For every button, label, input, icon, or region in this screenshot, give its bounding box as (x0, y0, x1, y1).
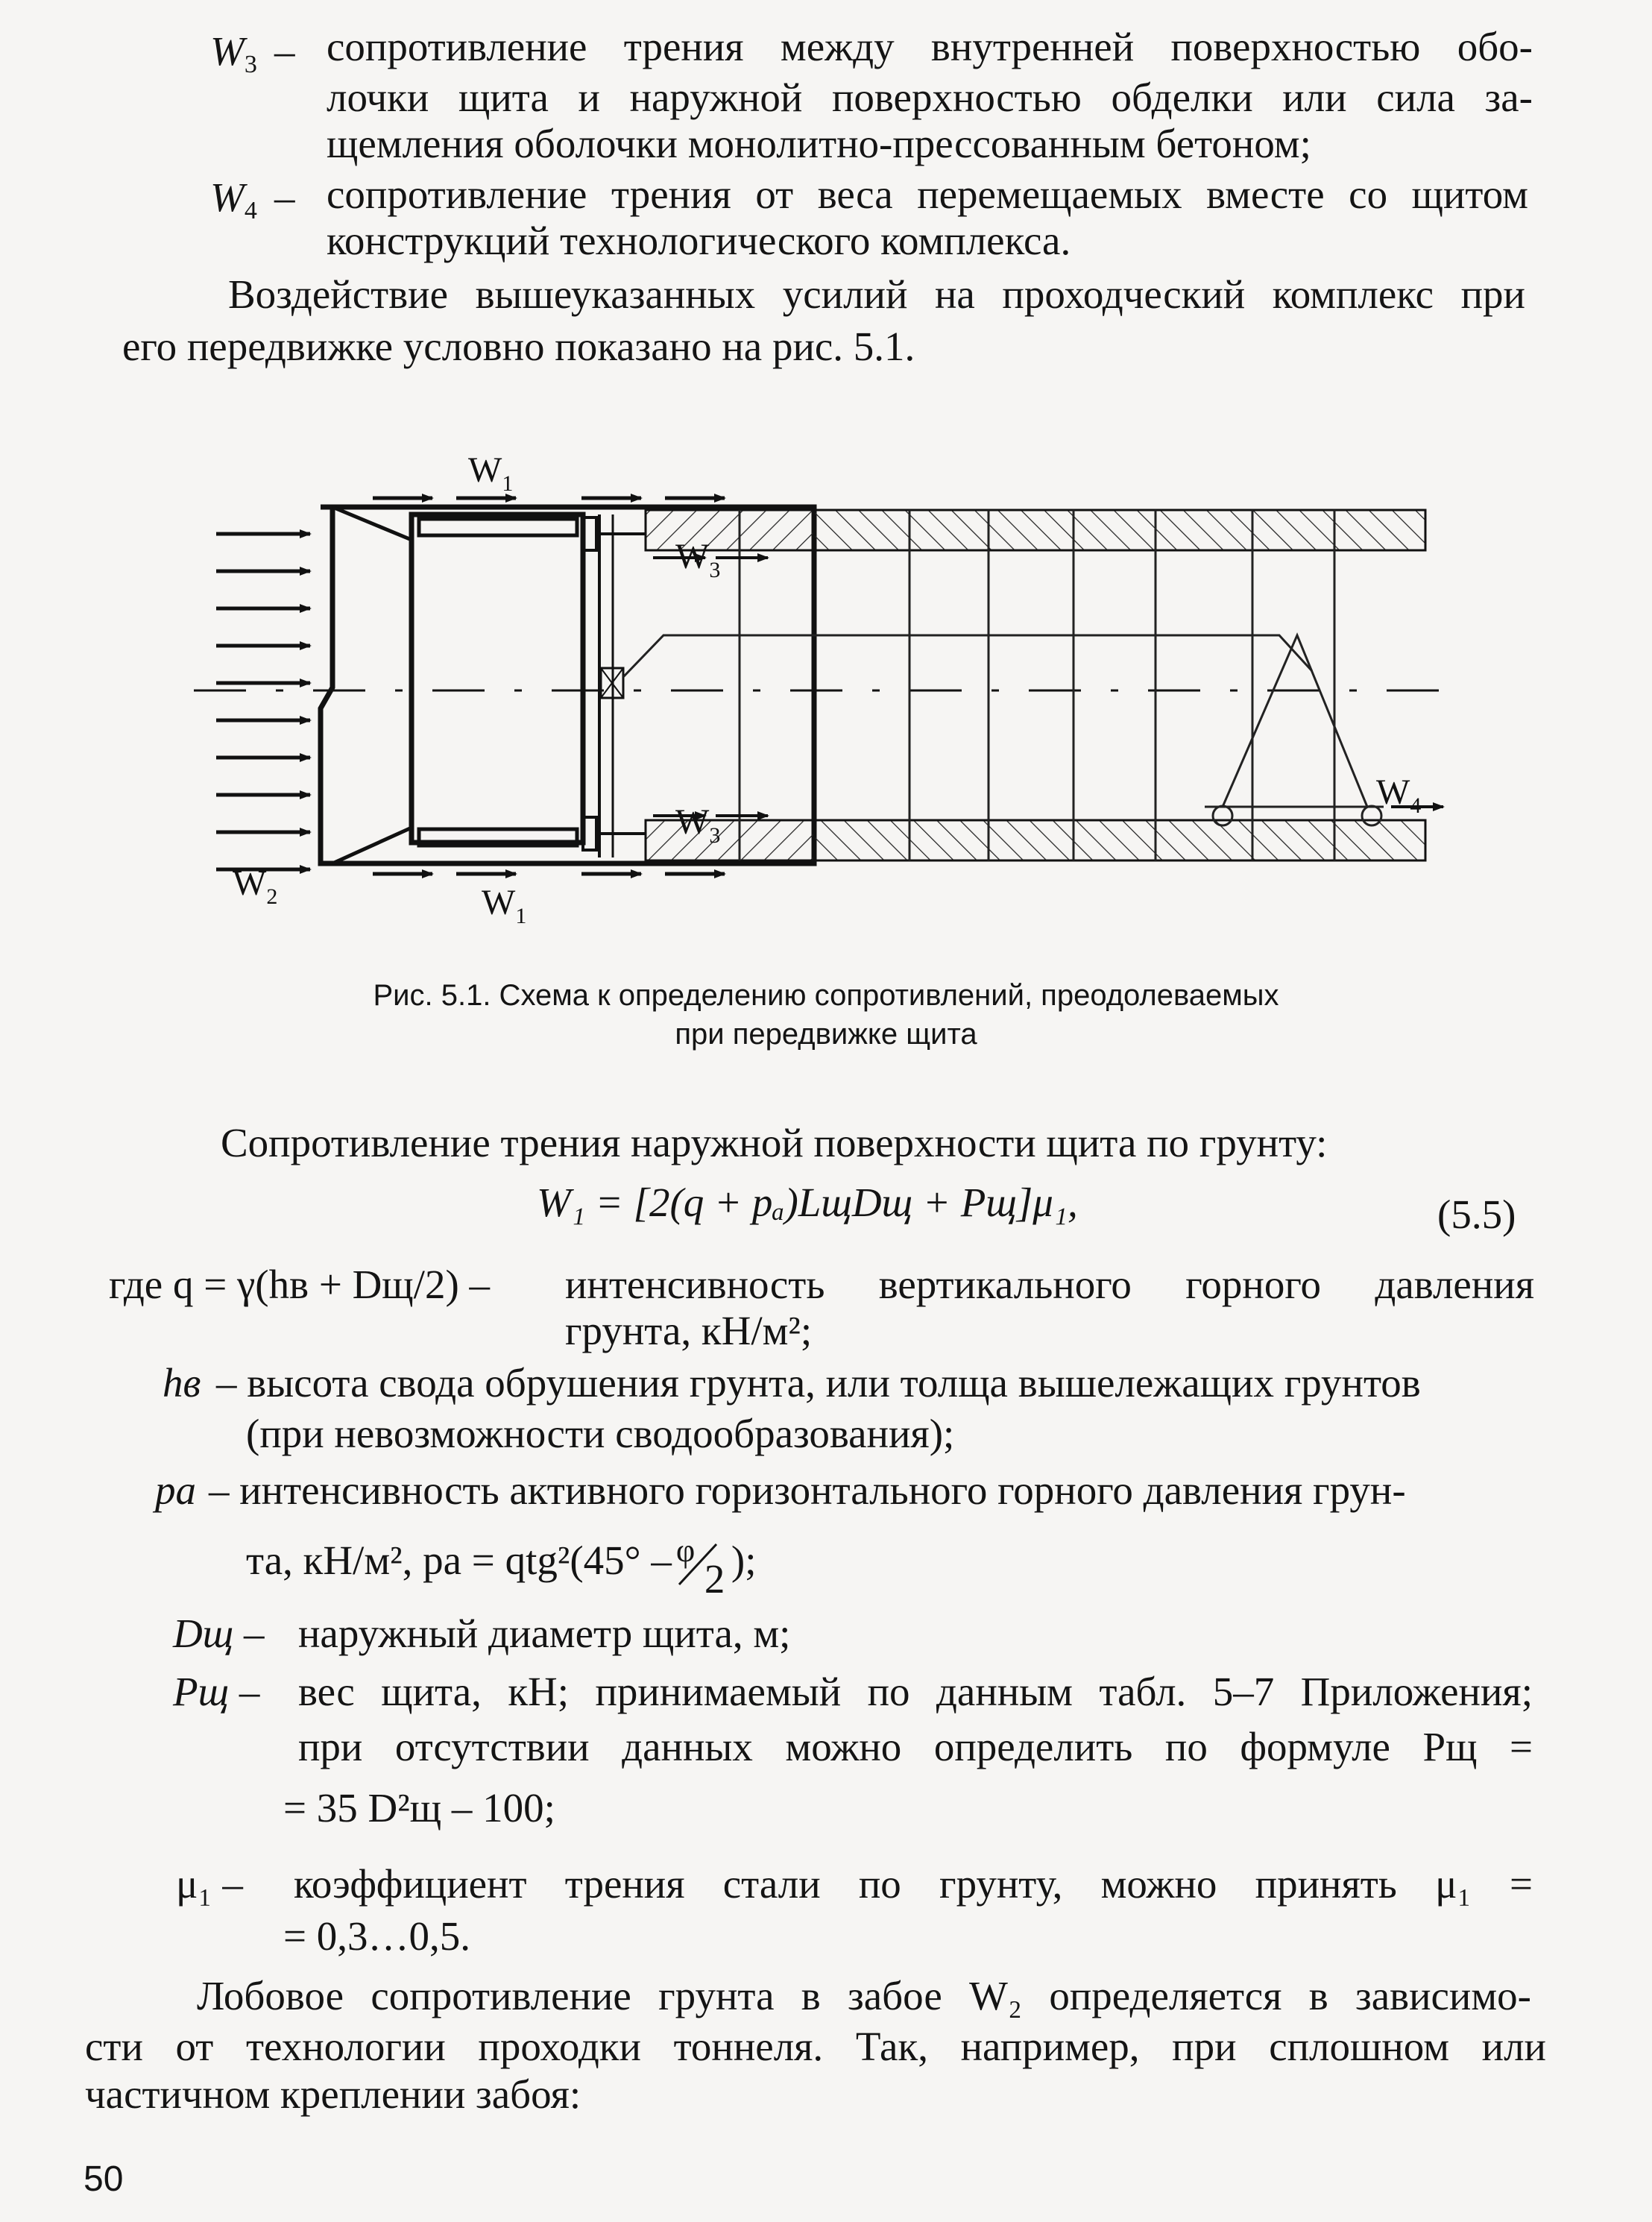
figure-caption-line2: при передвижке щита (675, 1018, 977, 1051)
label-w3-bottom: $W_3$ (675, 802, 721, 848)
w4-dash: – (274, 174, 295, 220)
w4-def-line1: сопротивление трения от веса перемещаемых вместе со щитом (327, 171, 1528, 217)
friction-arrows-w1 (373, 498, 725, 874)
pa-fraction (672, 1532, 731, 1602)
shield-diagram (186, 418, 1469, 954)
w4-sym-letter: W (210, 174, 245, 220)
pa-formula-end: ); (731, 1538, 757, 1583)
figure-caption-line1: Рис. 5.1. Схема к определению сопротивлений, преодолеваемых (373, 979, 1279, 1012)
pa-frac-num: φ (675, 1532, 696, 1570)
backup-trailer (623, 635, 1384, 825)
q-def-prefix: где q = γ(hв + Dщ/2) – (109, 1262, 491, 1307)
face-pressure-arrows (216, 534, 310, 869)
shield-body (194, 507, 1461, 863)
pa-text2 (246, 1532, 757, 1602)
w3-def-line1: сопротивление трения между внутренней поверхностью обо- (327, 24, 1533, 69)
mu-text1: коэффициент трения стали по грунту, можно принять μ₁ = (294, 1861, 1533, 1907)
mu-symbol: μ₁ – (176, 1861, 243, 1907)
pa-symbol: pа (155, 1467, 196, 1513)
hv-text2: (при невозможности сводообразования); (246, 1411, 955, 1456)
label-w1-bottom: $W_1$ (482, 883, 527, 928)
psh-symbol: Pщ – (173, 1669, 260, 1714)
intro-line2: его передвижке условно показано на рис. 5.1. (122, 324, 915, 369)
formula-5-5-number: (5.5) (1437, 1192, 1516, 1237)
para2-line3: частичном креплении забоя: (85, 2071, 581, 2117)
label-w4: $W_4$ (1376, 772, 1422, 818)
label-w3-top: $W_3$ (675, 537, 721, 582)
psh-text2: при отсутствии данных можно определить по формуле Pщ = (298, 1724, 1533, 1769)
w3-sym-sub: 3 (244, 51, 257, 78)
psh-text3: = 35 D²щ – 100; (283, 1785, 555, 1831)
para1: Сопротивление трения наружной поверхности щита по грунту: (221, 1120, 1328, 1165)
page-number: 50 (83, 2159, 124, 2199)
hv-text1: – высота свода обрушения грунта, или толща вышележащих грунтов (216, 1360, 1421, 1406)
w3-sym-letter: W (210, 28, 245, 74)
formula-5-5: W₁ = [2(q + pₐ)LщDщ + Pщ]μ₁, (537, 1180, 1078, 1225)
dsh-symbol: Dщ – (173, 1611, 265, 1656)
label-w2: $W_2$ (233, 863, 278, 909)
pa-text1: – интенсивность активного горизонтального горного давления грун- (209, 1467, 1406, 1513)
para2-line1: Лобовое сопротивление грунта в забое W₂ определяется в зависимо- (197, 1973, 1531, 2018)
hv-symbol: hв (163, 1360, 201, 1406)
q-def-text1: интенсивность вертикального горного давления (565, 1262, 1534, 1307)
pa-formula: та, кН/м², pа = qtg²(45° – (246, 1538, 672, 1583)
pa-frac-den: 2 (704, 1556, 725, 1602)
para2-line2: сти от технологии проходки тоннеля. Так, например, при сплошном или (85, 2024, 1546, 2069)
friction-arrows-w3 (653, 558, 768, 816)
mu-text2: = 0,3…0,5. (283, 1913, 471, 1959)
label-w1-top: $W_1$ (468, 450, 514, 496)
w4-symbol (210, 173, 257, 236)
intro-line1: Воздействие вышеуказанных усилий на проходческий комплекс при (228, 271, 1525, 317)
dsh-text: наружный диаметр щита, м; (298, 1611, 791, 1656)
w3-symbol (210, 27, 257, 89)
psh-text1: вес щита, кН; принимаемый по данным табл. 5–7 Приложения; (298, 1669, 1533, 1714)
w4-def-line2: конструкций технологического комплекса. (327, 218, 1071, 263)
w3-def-line2: лочки щита и наружной поверхностью обделки или сила за- (327, 75, 1533, 120)
w4-sym-sub: 4 (244, 197, 257, 224)
w3-def-line3: щемления оболочки монолитно-прессованным бетоном; (327, 121, 1311, 166)
q-def-text2: грунта, кН/м²; (565, 1308, 813, 1353)
w3-dash: – (274, 28, 295, 74)
